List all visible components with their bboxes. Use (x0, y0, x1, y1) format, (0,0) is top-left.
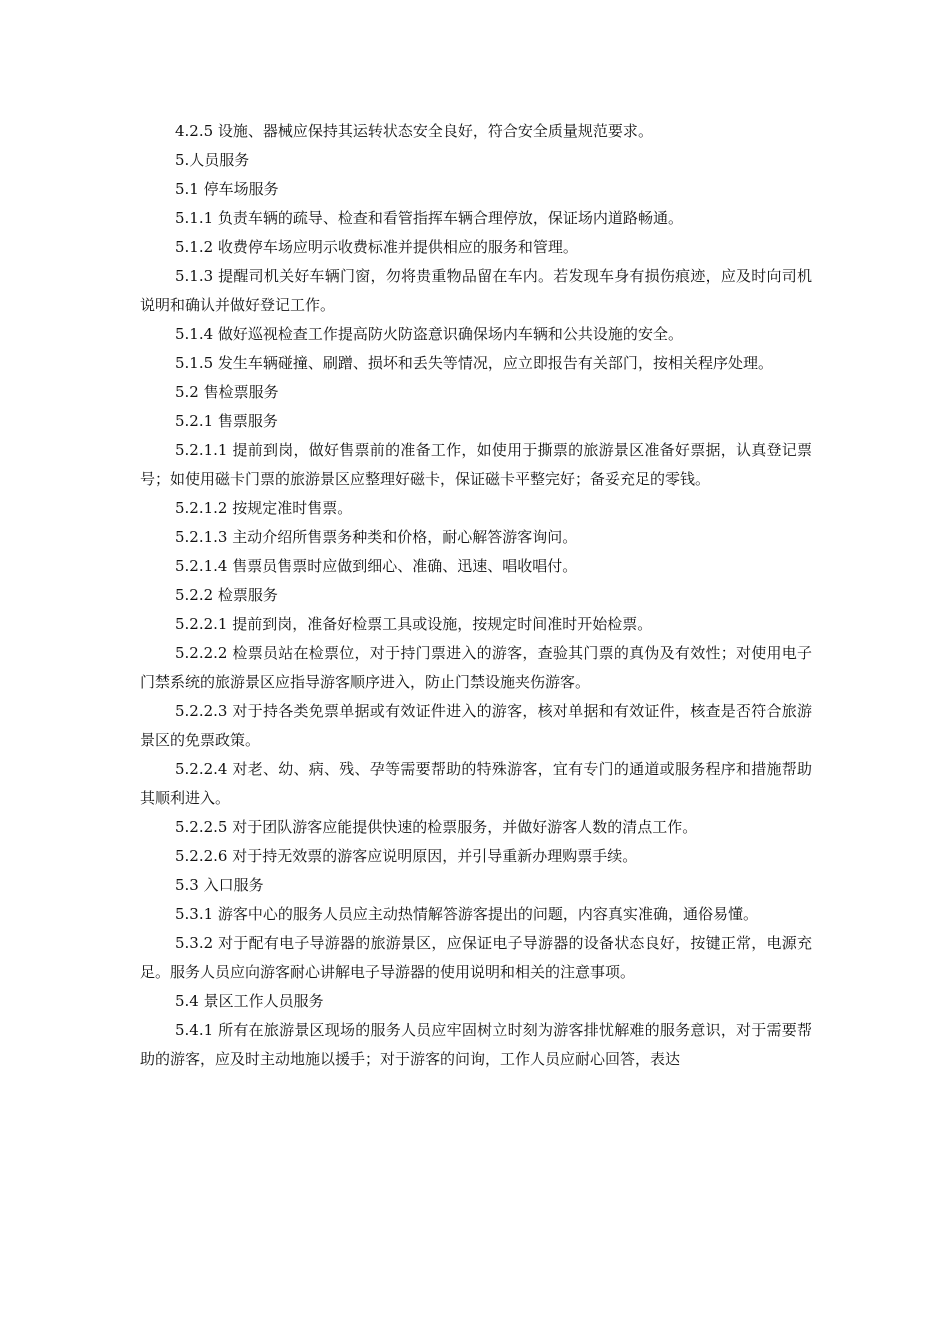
heading-5-2-ticketing-service: 5.2 售检票服务 (175, 383, 279, 401)
heading-5-3-entrance-service: 5.3 入口服务 (175, 876, 264, 894)
paragraph-5-2-1-3: 5.2.1.3 主动介绍所售票务种类和价格，耐心解答游客询问。 (175, 528, 578, 546)
paragraph-5-1-1: 5.1.1 负责车辆的疏导、检查和看管指挥车辆合理停放，保证场内道路畅通。 (175, 209, 683, 227)
paragraph-5-2-1-4: 5.2.1.4 售票员售票时应做到细心、准确、迅速、唱收唱付。 (175, 557, 578, 575)
paragraph-5-1-5: 5.1.5 发生车辆碰撞、刷蹭、损坏和丢失等情况，应立即报告有关部门，按相关程序处理。 (175, 354, 773, 372)
heading-5-personnel-service: 5.人员服务 (175, 151, 250, 169)
paragraph-5-2-1-2: 5.2.1.2 按规定准时售票。 (175, 499, 353, 517)
paragraph-5-2-1-1: 5.2.1.1 提前到岗，做好售票前的准备工作，如使用于撕票的旅游景区准备好票据，认真登记票号；如使用磁卡门票的旅游景区应整理好磁卡，保证磁卡平整完好；备妥充足的零钱。 (140, 441, 812, 488)
heading-5-2-1-ticket-sales: 5.2.1 售票服务 (175, 412, 278, 430)
paragraph-5-4-1: 5.4.1 所有在旅游景区现场的服务人员应牢固树立时刻为游客排忧解难的服务意识，对于需要帮助的游客，应及时主动地施以援手；对于游客的问询，工作人员应耐心回答，表达 (140, 1021, 812, 1068)
paragraph-5-1-3: 5.1.3 提醒司机关好车辆门窗，勿将贵重物品留在车内。若发现车身有损伤痕迹，应及时向司机说明和确认并做好登记工作。 (140, 267, 812, 314)
paragraph-5-2-2-4: 5.2.2.4 对老、幼、病、残、孕等需要帮助的特殊游客，宜有专门的通道或服务程序和措施帮助其顺利进入。 (140, 760, 812, 807)
paragraph-5-3-2: 5.3.2 对于配有电子导游器的旅游景区，应保证电子导游器的设备状态良好，按键正常，电源充足。服务人员应向游客耐心讲解电子导游器的使用说明和相关的注意事项。 (140, 934, 812, 981)
paragraph-5-2-2-6: 5.2.2.6 对于持无效票的游客应说明原因，并引导重新办理购票手续。 (175, 847, 638, 865)
heading-5-4-staff-service: 5.4 景区工作人员服务 (175, 992, 324, 1010)
document-body (140, 117, 812, 1074)
paragraph-5-2-2-3: 5.2.2.3 对于持各类免票单据或有效证件进入的游客，核对单据和有效证件，核查是否符合旅游景区的免票政策。 (140, 702, 812, 749)
heading-5-2-2-ticket-check: 5.2.2 检票服务 (175, 586, 278, 604)
paragraph-5-2-2-5: 5.2.2.5 对于团队游客应能提供快速的检票服务，并做好游客人数的清点工作。 (175, 818, 698, 836)
paragraph-5-1-2: 5.1.2 收费停车场应明示收费标准并提供相应的服务和管理。 (175, 238, 578, 256)
heading-5-1-parking-service: 5.1 停车场服务 (175, 180, 279, 198)
paragraph-5-2-2-2: 5.2.2.2 检票员站在检票位，对于持门票进入的游客，查验其门票的真伪及有效性；对使用电子门禁系统的旅游景区应指导游客顺序进入，防止门禁设施夹伤游客。 (140, 644, 812, 691)
paragraph-5-1-4: 5.1.4 做好巡视检查工作提高防火防盗意识确保场内车辆和公共设施的安全。 (175, 325, 683, 343)
paragraph-5-2-2-1: 5.2.2.1 提前到岗，准备好检票工具或设施，按规定时间准时开始检票。 (175, 615, 653, 633)
paragraph-4-2-5: 4.2.5 设施、器械应保持其运转状态安全良好，符合安全质量规范要求。 (175, 122, 653, 140)
paragraph-5-3-1: 5.3.1 游客中心的服务人员应主动热情解答游客提出的问题，内容真实准确，通俗易懂。 (175, 905, 758, 923)
